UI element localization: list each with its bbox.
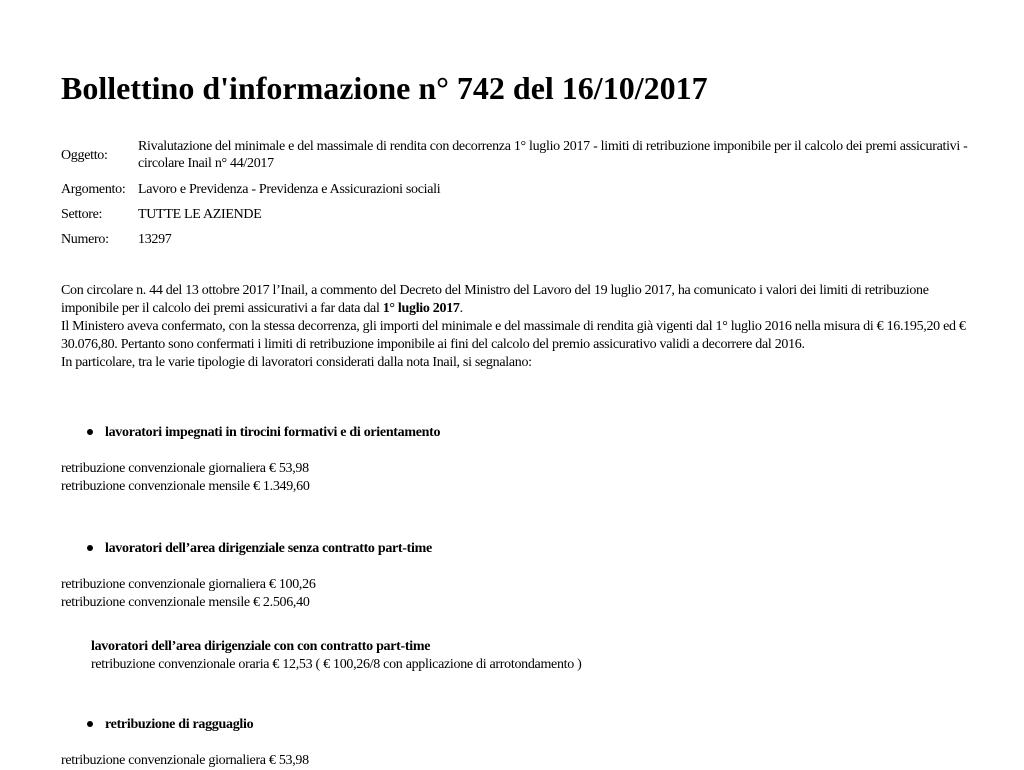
- meta-label-numero: Numero:: [61, 232, 109, 247]
- bullet-icon: [87, 545, 93, 551]
- dirigenziale-daily-line: retribuzione convenzionale giornaliera € 100,26: [61, 577, 316, 592]
- meta-value-oggetto: Rivalutazione del minimale e del massimale di rendita con decorrenza 1° luglio 2017 - limiti di retribuzione imponibile per il calcolo dei premi assicurativi - circolare Inail n° 44/2017: [138, 139, 968, 171]
- bulletin-meta-table: [61, 138, 968, 252]
- intro-date-bold: 1° luglio 2017: [382, 301, 460, 316]
- meta-label-settore: Settore:: [61, 207, 103, 222]
- section-heading-tirocini: [87, 424, 440, 442]
- intro-paragraph-2: Il Ministero aveva confermato, con la stessa decorrenza, gli importi del minimale e del massimale di rendita già vigenti dal 1° luglio 2016 nella misura di € 16.195,20 ed € 30.076,80. Pertanto sono confermati i limiti di retribuzione imponibile ai fini del calcolo del premio assicurativo validi a decorrere dal 2016.: [61, 319, 966, 352]
- intro-text: [61, 282, 966, 372]
- meta-value-settore: TUTTE LE AZIENDE: [138, 207, 262, 222]
- tirocini-monthly-line: retribuzione convenzionale mensile € 1.349,60: [61, 479, 310, 494]
- dirigenziale-monthly-line: retribuzione convenzionale mensile € 2.506,40: [61, 595, 310, 610]
- intro-paragraph-1-end: .: [459, 301, 463, 316]
- bullet-icon: [87, 721, 93, 727]
- meta-row-oggetto: [61, 138, 968, 177]
- meta-row-settore: [61, 202, 968, 227]
- part-time-hourly-line: retribuzione convenzionale oraria € 12,53 ( € 100,26/8 con applicazione di arrotondamento ): [91, 657, 582, 672]
- ragguaglio-daily-line: retribuzione convenzionale giornaliera € 53,98: [61, 753, 309, 768]
- meta-value-numero: 13297: [138, 232, 172, 247]
- section-heading-part-time: lavoratori dell’area dirigenziale con con contratto part-time: [91, 639, 431, 654]
- tirocini-daily-line: retribuzione convenzionale giornaliera € 53,98: [61, 461, 309, 476]
- intro-paragraph-1-text: Con circolare n. 44 del 13 ottobre 2017 l’Inail, a commento del Decreto del Ministro del Lavoro del 19 luglio 2017, ha comunicato i valori dei limiti di retribuzione imponibile per il calcolo dei premi assicurativi a far data dal: [61, 283, 929, 316]
- bullet-icon: [87, 429, 93, 435]
- meta-row-numero: [61, 227, 968, 252]
- section-heading-ragguaglio: [87, 716, 253, 734]
- intro-paragraph-1: [61, 282, 966, 318]
- page-title: Bollettino d'informazione n° 742 del 16/10/2017: [61, 70, 708, 106]
- meta-row-argomento: [61, 177, 968, 202]
- section-heading-dirigenziale-text: lavoratori dell’area dirigenziale senza contratto part-time: [105, 541, 432, 556]
- intro-paragraph-3: In particolare, tra le varie tipologie di lavoratori considerati dalla nota Inail, si segnalano:: [61, 355, 532, 370]
- meta-label-oggetto: Oggetto:: [61, 147, 108, 163]
- section-heading-dirigenziale: [87, 540, 432, 558]
- meta-label-argomento: Argomento:: [61, 182, 126, 197]
- section-heading-tirocini-text: lavoratori impegnati in tirocini formativi e di orientamento: [105, 425, 441, 440]
- section-heading-ragguaglio-text: retribuzione di ragguaglio: [105, 717, 254, 732]
- meta-value-argomento: Lavoro e Previdenza - Previdenza e Assicurazioni sociali: [138, 182, 441, 197]
